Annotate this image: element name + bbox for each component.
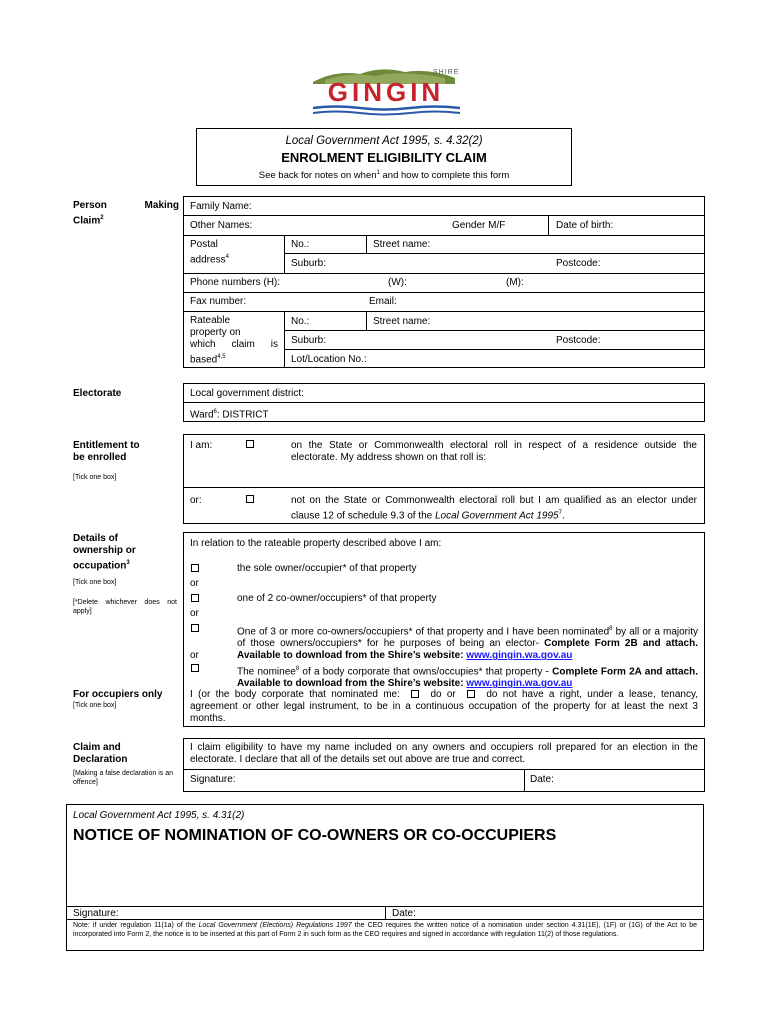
person-label [73,200,179,227]
property-postcode-label: Postcode: [556,335,601,346]
postal-b: address [190,254,226,266]
rateable-4-text: based [190,354,218,366]
postal-suburb-label: Suburb: [291,258,327,269]
occupiers-text-b: do not have a right, under a lease, tenancy, agreement or other legal instrument, to be in a continuous occupation of the property for at least the next 3 months. [190,689,699,724]
header-act: Local Government Act 1995, s. 4.32(2) [285,135,483,147]
claim-date-label: Date: [530,774,554,785]
option2-sup: 7 [558,510,562,516]
property-suburb-label: Suburb: [291,335,327,346]
postal-no-label: No.: [291,239,310,250]
entitlement-tick-note: [Tick one box] [73,474,117,481]
gender-label: Gender M/F [452,220,506,231]
opt4-a: The nominee [237,666,296,678]
fax-label: Fax number: [190,296,247,307]
property-no-label: No.: [291,316,310,327]
occupiers-text-a: I (or the body corporate that nominated me: [190,689,400,700]
occupiers-do-not-checkbox[interactable] [467,690,475,698]
subtitle-sup: 1 [376,170,380,176]
ownership-tick-note: [Tick one box] [73,579,117,586]
claim-signature-label: Signature: [190,774,236,785]
occupiers-do-checkbox[interactable] [411,690,419,698]
nominee-checkbox[interactable] [191,664,199,672]
rateable-3 [190,339,278,351]
opt3-b: by all or a majority of those owners/occupiers* for he purposes of being an elector- [237,626,698,650]
notice-note-regs: Local Government (Elections) Regulations 1997 [198,922,352,929]
claim-note: [Making a false declaration is an offence] [73,770,173,786]
ownership-label-3: occupation [73,560,127,572]
opt3-bold: Complete Form 2B and attach. Available to download from the Shire’s website: [237,638,698,662]
claim-label-1: Claim and [73,742,121,753]
or-2: or [190,608,199,619]
postal-a: Postal [190,239,218,250]
ownership-label-2: ownership or [73,545,136,556]
ownership-label [73,533,136,572]
rateable-property-label [190,315,278,366]
sole-owner-text: the sole owner/occupier* of that property [237,563,417,574]
ownership-label-sup: 3 [126,560,130,566]
opt3-a: One of 3 or more co-owners/occupiers* of that property and I have been nominated [237,626,610,638]
logo-waves-graphic [305,105,465,119]
subtitle-text-b: and how to complete this form [379,170,510,182]
header-subtitle [196,168,572,182]
or-3: or [190,650,199,661]
co-owner-2-checkbox[interactable] [191,594,199,602]
entitlement-option2-text [291,495,697,522]
or-1: or [190,578,199,589]
shire-logo [305,62,465,122]
rateable-3a: which [190,339,216,350]
other-names-label: Other Names: [190,220,253,231]
postal-postcode-label: Postcode: [556,258,601,269]
rateable-4 [190,351,278,366]
rateable-3b: claim [231,339,255,350]
entitlement-label-2: be enrolled [73,452,127,463]
ward-b: : DISTRICT [216,409,269,421]
notice-note-a: Note: if under regulation 11(1a) of the [73,922,199,929]
option2-b: . [561,510,565,522]
form-title: ENROLMENT ELIGIBILITY CLAIM [281,150,487,165]
occupiers-label: For occupiers only [73,689,163,700]
phone-m-label: (M): [506,277,524,288]
sole-owner-checkbox[interactable] [191,564,199,572]
phone-label: Phone numbers (H): [190,277,281,288]
rateable-3c: is [270,339,278,350]
entitlement-option1-checkbox[interactable] [246,440,254,448]
family-name-label: Family Name: [190,201,252,212]
nominee-text [237,663,698,690]
postal-address-label [190,239,229,266]
property-street-label: Street name: [373,316,431,327]
claim-label [73,742,127,766]
subtitle-text-a: See back for notes on when [258,170,377,182]
district-label: Local government district: [190,388,304,399]
claim-label-2: Declaration [73,754,128,765]
person-label-a: Person [73,200,107,211]
rateable-sup: 4,5 [217,354,226,360]
notice-title: NOTICE OF NOMINATION OF CO-OWNERS OR CO-OCCUPIERS [73,827,557,844]
opt4-b: of a body corporate that owns/occupies* that property - [299,666,553,678]
postal-street-label: Street name: [373,239,431,250]
postal-sup: 4 [225,254,229,260]
logo-shire-text: SHIRE [433,69,460,76]
opt3-sup: 8 [609,626,613,632]
rateable-1: Rateable [190,315,231,326]
entitlement-label-1: Entitlement to [73,440,140,451]
logo-name: GINGIN [327,77,445,107]
co-owner-3-checkbox[interactable] [191,624,199,632]
co-owner-3-text [237,623,698,662]
ward-a: Ward [190,409,214,421]
co-owner-2-text: one of 2 co-owner/occupiers* of that property [237,593,437,604]
person-label-b: Making [144,200,179,211]
ownership-delete-note: [*Delete whichever does not apply] [73,599,177,615]
entitlement-label [73,440,140,464]
i-am-label: I am: [190,440,213,451]
form-2a-link[interactable]: www.gingin.wa.gov.au [466,678,573,690]
entitlement-option1-text: on the State or Commonwealth electoral roll in respect of a residence outside the electorate. My address shown on that roll is: [291,440,697,463]
option2-act: Local Government Act 1995 [435,510,559,522]
claim-text: I claim eligibility to have my name included on any owners and occupiers roll prepared for an election in the electorate. I declare that all of the details set out above are true and correct. [190,742,698,765]
phone-w-label: (W): [388,277,407,288]
ward-label [190,406,269,421]
notice-note [73,921,697,939]
notice-note-b: the CEO requires the written notice of a nomination under section 4.31(1E), (1F) or (1G) of the Act to be incorporated into Form 2, the notice is to be inserted at this part of Form 2 in such form as the CEO requires and signed in accordance with regulation 11(2) of those regulations. [73,922,697,938]
ward-sup: 6 [213,409,217,415]
ownership-intro: In relation to the rateable property described above I am: [190,538,442,549]
email-label: Email: [369,296,397,307]
occupiers-do-label: do or [430,689,456,700]
lot-label: Lot/Location No.: [291,354,367,365]
option2-a: not on the State or Commonwealth electoral roll but I am qualified as an elector under clause 12 of schedule 9.3 of the [291,495,697,522]
occupiers-text [190,689,698,725]
person-label-c: Claim [73,215,101,227]
notice-act: Local Government Act 1995, s. 4.31(2) [73,810,245,821]
notice-signature-label: Signature: [73,908,119,919]
form-2b-link[interactable]: www.gingin.wa.gov.au [466,650,573,662]
notice-date-label: Date: [392,908,416,919]
ownership-label-1: Details of [73,533,119,544]
occupiers-tick-note: [Tick one box] [73,702,117,709]
rateable-2: property on [190,327,241,338]
opt4-bold: Complete Form 2A and attach. Available to download from the Shire’s website: [237,666,698,690]
or-label: or: [190,495,202,506]
opt4-sup: 8 [295,666,300,672]
person-label-sup: 2 [100,215,104,221]
entitlement-option2-checkbox[interactable] [246,495,254,503]
dob-label: Date of birth: [556,220,614,231]
electorate-label: Electorate [73,388,122,399]
